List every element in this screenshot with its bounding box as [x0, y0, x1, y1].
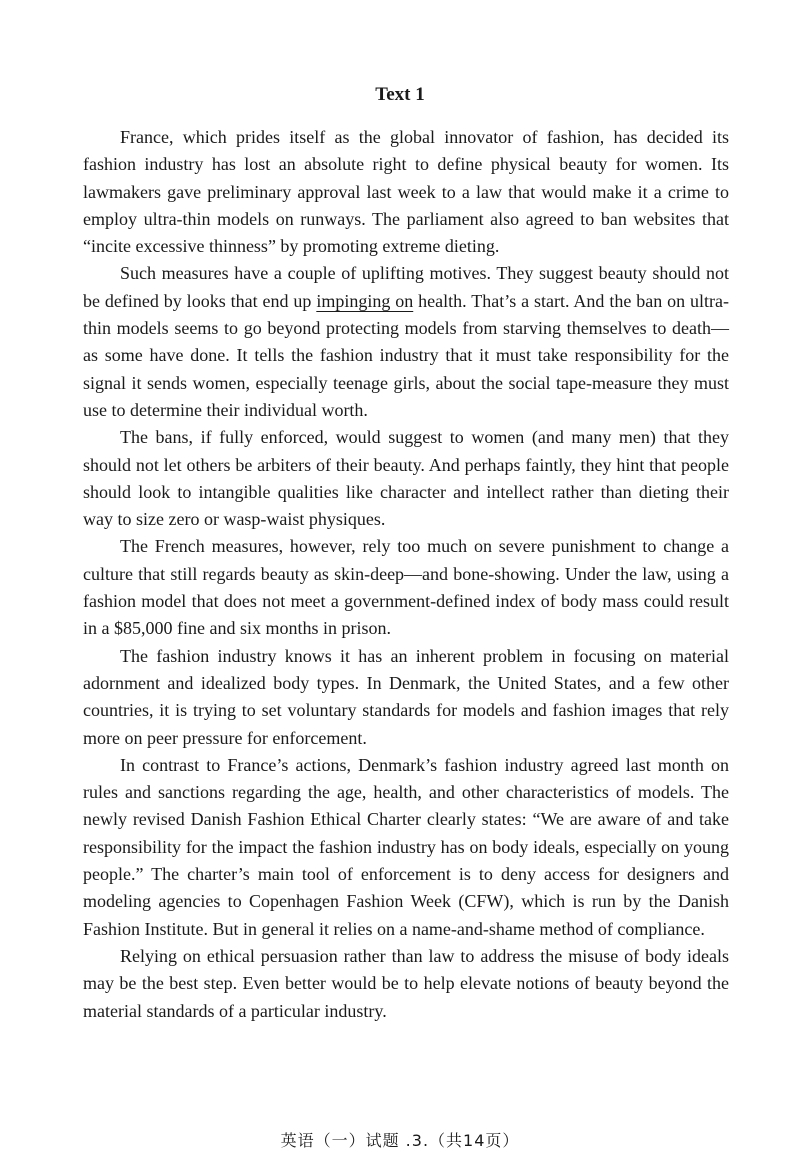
- paragraph-2-after: health. That’s a start. And the ban on ultra-thin models seems to go beyond protecting models from starving themselves to death—as some have done. It tells the fashion industry that it must take responsibility for the signal it sends women, especially teenage girls, about the social tape-measure they must use to determine their individual worth.: [83, 290, 729, 420]
- paragraph-1: France, which prides itself as the global innovator of fashion, has decided its fashion industry has lost an absolute right to define physical beauty for women. Its lawmakers gave preliminary approval last week to a law that would make it a crime to employ ultra-thin models on runways. The parliament also agreed to ban websites that “incite excessive thinness” by promoting extreme dieting.: [83, 127, 729, 257]
- passage: [83, 124, 729, 1025]
- paragraph-4: The French measures, however, rely too much on severe punishment to change a culture that still regards beauty as skin-deep—and bone-showing. Under the law, using a fashion model that does not meet a government-defined index of body mass could result in a $85,000 fine and six months in prison.: [83, 536, 729, 639]
- paragraph-2-before: Such measures have a couple of uplifting motives. They suggest beauty should not be defined by looks that end up: [83, 263, 729, 311]
- page-footer: 英语（一）试题 .3.（共14页）: [280, 1131, 520, 1150]
- paragraph-6: In contrast to France’s actions, Denmark’s fashion industry agreed last month on rules and sanctions regarding the age, health, and other characteristics of models. The newly revised Danish Fashion Ethical Charter clearly states: “We are aware of and take responsibility for the impact the fashion industry has on body ideals, especially on young people.” The charter’s main tool of enforcement is to deny access for designers and modeling agencies to Copenhagen Fashion Week (CFW), which is run by the Danish Fashion Institute. But in general it relies on a name-and-shame method of compliance.: [83, 754, 729, 939]
- paragraph-3: The bans, if fully enforced, would suggest to women (and many men) that they should not let others be arbiters of their beauty. And perhaps faintly, they hint that people should look to intangible qualities like character and intellect rather than dieting their way to size zero or wasp-waist physiques.: [83, 427, 729, 530]
- paragraph-7: Relying on ethical persuasion rather than law to address the misuse of body ideals may be the best step. Even better would be to help elevate notions of beauty beyond the material standards of a particular industry.: [83, 945, 729, 1021]
- text-title: Text 1: [375, 84, 425, 105]
- underlined-phrase: impinging on: [316, 290, 414, 311]
- paragraph-5: The fashion industry knows it has an inherent problem in focusing on material adornment and idealized body types. In Denmark, the United States, and a few other countries, it is trying to set voluntary standards for models and fashion images that rely more on peer pressure for enforcement.: [83, 645, 729, 748]
- paragraph-2: [83, 260, 729, 424]
